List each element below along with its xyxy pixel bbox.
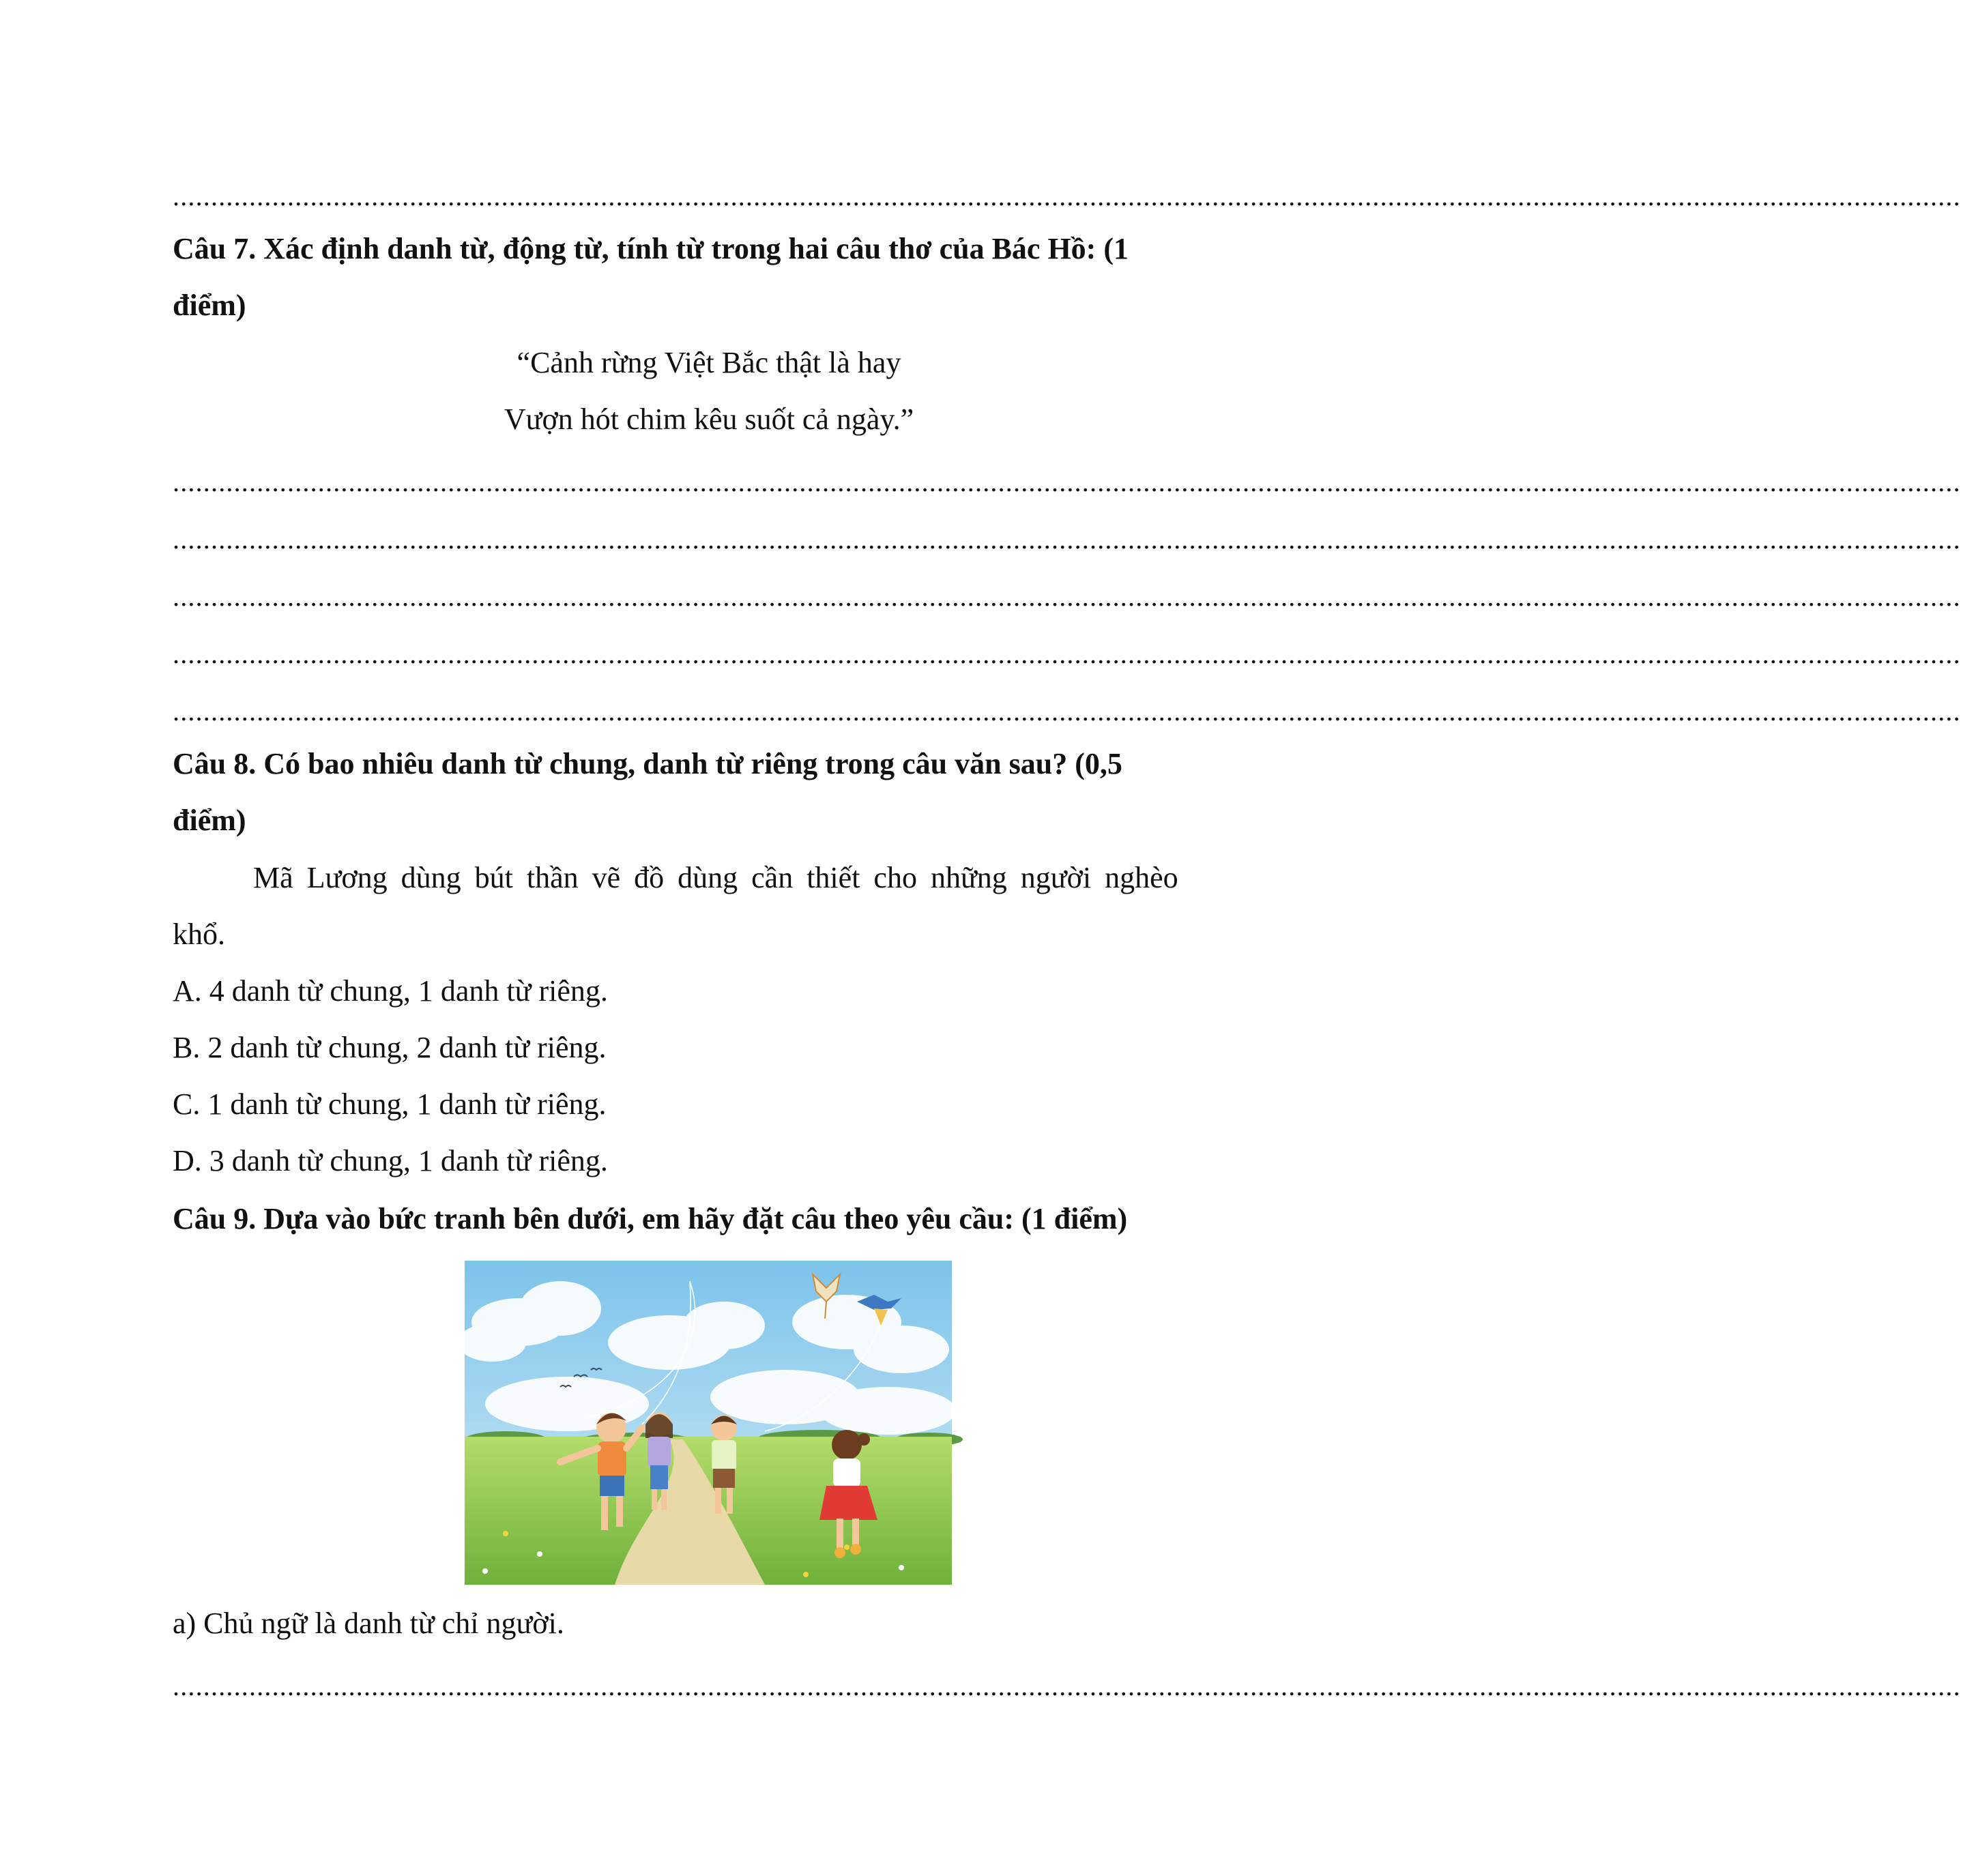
question-7-title: [173, 229, 1245, 269]
option-b[interactable]: B. 2 danh từ chung, 2 danh từ riêng.: [173, 1031, 607, 1064]
question-8-title: Câu 8. Có bao nhiêu danh từ chung, danh từ riêng trong câu văn sau? (0,5: [173, 747, 1122, 780]
answer-line[interactable]: ..........................................................................................................................................................................................................................................: [173, 467, 1961, 497]
answer-line[interactable]: ..........................................................................................................................................................................................................................................: [173, 524, 1961, 555]
answer-line[interactable]: ..........................................................................................................................................................................................................................................: [173, 639, 1961, 669]
kite-flying-illustration: [465, 1261, 952, 1585]
poem-line-2: Vượn hót chim kêu suốt cả ngày.”: [504, 402, 914, 436]
poem-line-1: “Cảnh rừng Việt Bắc thật là hay: [517, 346, 901, 379]
question-9-part-a: a) Chủ ngữ là danh từ chỉ người.: [173, 1607, 564, 1640]
question-7-title-text: Câu 7. Xác định danh từ, động từ, tính từ trong hai câu thơ của Bác Hồ: (1: [173, 232, 1129, 265]
answer-line[interactable]: ..........................................................................................................................................................................................................................................: [173, 1671, 1961, 1701]
option-d[interactable]: D. 3 danh từ chung, 1 danh từ riêng.: [173, 1144, 608, 1177]
question-8-title-cont: điểm): [173, 804, 246, 837]
option-a[interactable]: A. 4 danh từ chung, 1 danh từ riêng.: [173, 974, 608, 1008]
question-8-sentence: Mã Lương dùng bút thần vẽ đồ dùng cần thiết cho những người nghèo: [253, 861, 1178, 894]
question-9-title: Câu 9. Dựa vào bức tranh bên dưới, em hãy đặt câu theo yêu cầu: (1 điểm): [173, 1202, 1128, 1235]
answer-line[interactable]: ..........................................................................................................................................................................................................................................: [173, 696, 1961, 727]
option-c[interactable]: C. 1 danh từ chung, 1 danh từ riêng.: [173, 1087, 607, 1121]
question-8-sentence-cont: khổ.: [173, 918, 225, 951]
question-7-title-cont: điểm): [173, 289, 246, 322]
answer-line[interactable]: ..........................................................................................................................................................................................................................................: [173, 181, 1961, 211]
answer-line[interactable]: ..........................................................................................................................................................................................................................................: [173, 581, 1961, 612]
